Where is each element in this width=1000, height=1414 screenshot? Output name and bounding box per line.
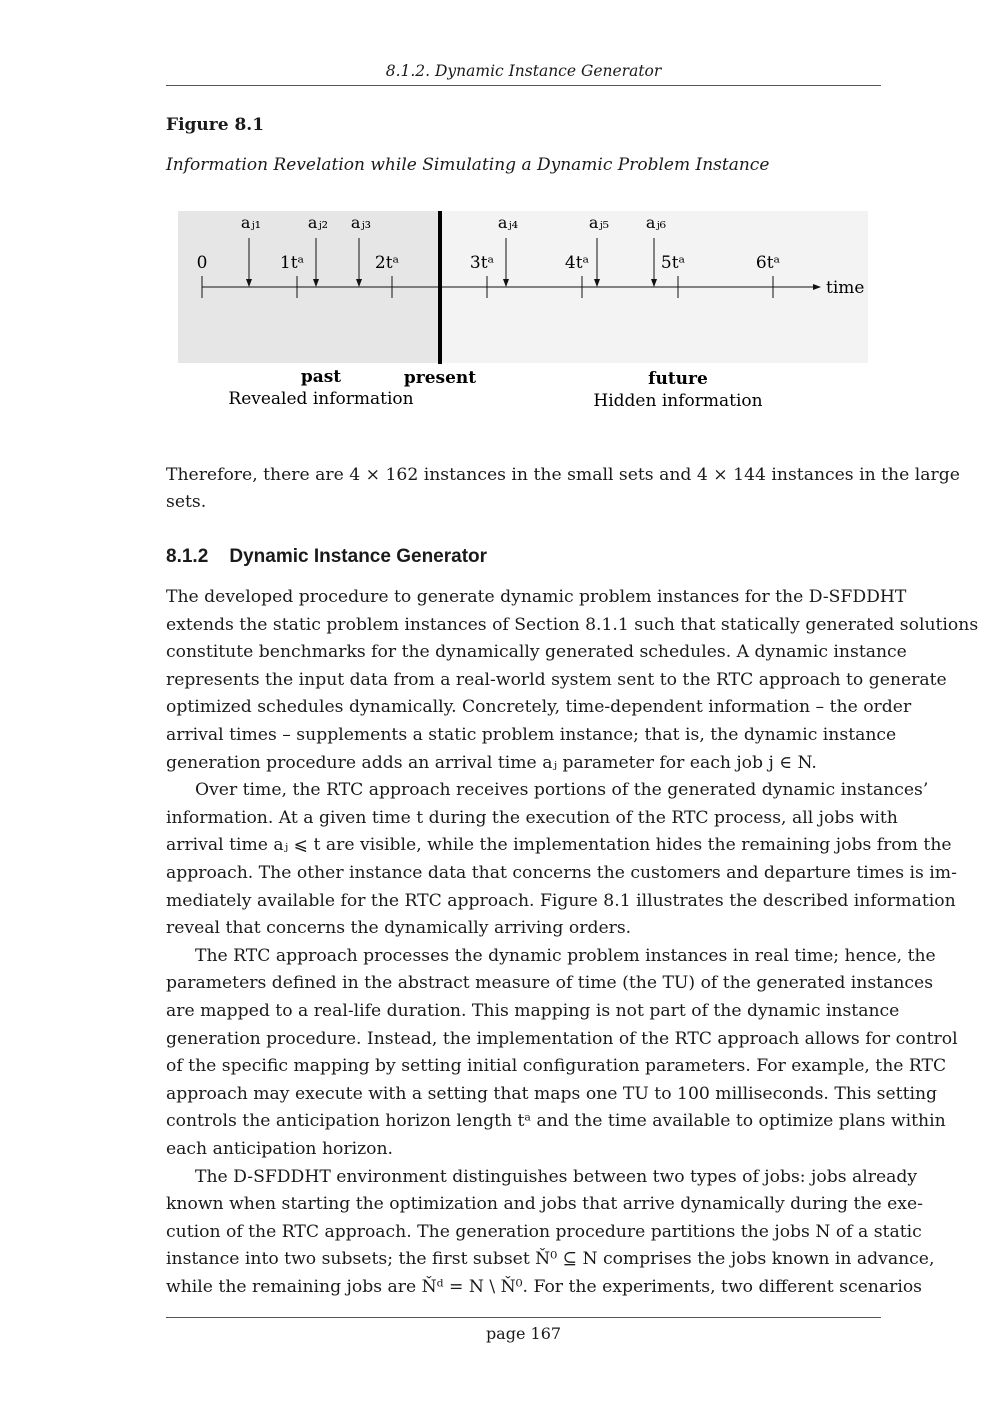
text-line: arrival time aⱼ ⩽ t are visible, while the implementation hides the remaining jobs from the: [166, 835, 952, 856]
section-heading: 8.1.2 Dynamic Instance Generator: [166, 546, 488, 567]
tick-label: 2tᵃ: [374, 253, 400, 273]
text-line: each anticipation horizon.: [166, 1139, 394, 1159]
text-line: cution of the RTC approach. The generation procedure partitions the jobs N of a static: [166, 1221, 922, 1242]
footer-rule: [166, 1317, 881, 1318]
arrival-label: aⱼ₆: [645, 213, 667, 232]
arrival-label: aⱼ₅: [588, 213, 610, 232]
tick-label: 3tᵃ: [469, 253, 495, 273]
text-line: information. At a given time t during the execution of the RTC process, all jobs with: [166, 807, 898, 828]
future-label: future: [648, 369, 708, 389]
tick-label: 1tᵃ: [279, 253, 305, 273]
axis-label: time: [826, 278, 865, 298]
tick-label: 6tᵃ: [755, 253, 781, 273]
text-line: The RTC approach processes the dynamic problem instances in real time; hence, the: [195, 945, 936, 966]
text-line: controls the anticipation horizon length tᵃ and the time available to optimize plans within: [166, 1111, 946, 1132]
arrival-label: aⱼ₁: [240, 213, 262, 232]
text-line: arrival times – supplements a static problem instance; that is, the dynamic instance: [166, 725, 897, 745]
text-line: optimized schedules dynamically. Concretely, time-dependent information – the order: [166, 697, 912, 718]
text-line: generation procedure adds an arrival time aⱼ parameter for each job j ∈ N.: [166, 752, 817, 773]
arrival-label: aⱼ₂: [307, 213, 329, 232]
text-line: The D-SFDDHT environment distinguishes between two types of jobs: jobs already: [195, 1166, 918, 1187]
text-line: Therefore, there are 4 × 162 instances in the small sets and 4 × 144 instances in the large: [166, 465, 960, 485]
tick-label: 5tᵃ: [660, 253, 686, 273]
arrival-label: aⱼ₄: [497, 213, 519, 232]
text-line: generation procedure. Instead, the implementation of the RTC approach allows for control: [166, 1028, 958, 1049]
text-line: approach may execute with a setting that maps one TU to 100 milliseconds. This setting: [166, 1083, 938, 1104]
text-line: reveal that concerns the dynamically arriving orders.: [166, 918, 632, 939]
past-label: past: [300, 367, 342, 387]
present-label: present: [403, 368, 477, 388]
text-line: mediately available for the RTC approach. Figure 8.1 illustrates the described information: [166, 890, 956, 911]
text-line: Over time, the RTC approach receives portions of the generated dynamic instances’: [195, 780, 929, 801]
text-line: extends the static problem instances of Section 8.1.1 such that statically generated solutions: [166, 614, 979, 635]
text-line: are mapped to a real-life duration. This mapping is not part of the dynamic instance: [166, 1001, 900, 1021]
past-subtitle: Revealed information: [228, 389, 414, 409]
tick-label: 0: [196, 253, 208, 273]
text-line: constitute benchmarks for the dynamically generated schedules. A dynamic instance: [166, 642, 907, 663]
text-line: sets.: [166, 492, 207, 512]
text-line: instance into two subsets; the first subset Ň⁰ ⊆ N comprises the jobs known in advance,: [166, 1249, 935, 1270]
arrival-label: aⱼ₃: [350, 213, 372, 232]
text-line: known when starting the optimization and jobs that arrive dynamically during the exe-: [166, 1194, 923, 1215]
future-subtitle: Hidden information: [593, 391, 763, 411]
text-line: while the remaining jobs are Ňᵈ = N \ Ň⁰. For the experiments, two different scenarios: [166, 1277, 922, 1297]
timeline-figure: [0, 0, 1000, 420]
text-line: approach. The other instance data that concerns the customers and departure times is im-: [166, 863, 957, 883]
text-line: of the specific mapping by setting initial configuration parameters. For example, the RTC: [166, 1056, 947, 1077]
text-line: represents the input data from a real-world system sent to the RTC approach to generate: [166, 669, 947, 690]
figure-label: Figure 8.1: [166, 115, 265, 135]
running-header: 8.1.2. Dynamic Instance Generator: [385, 62, 662, 80]
tick-label: 4tᵃ: [564, 253, 590, 273]
text-line: The developed procedure to generate dynamic problem instances for the D-SFDDHT: [166, 587, 907, 607]
text-line: parameters defined in the abstract measure of time (the TU) of the generated instances: [166, 973, 934, 994]
figure-caption: Information Revelation while Simulating a Dynamic Problem Instance: [166, 155, 770, 175]
page-number: page 167: [485, 1324, 562, 1343]
